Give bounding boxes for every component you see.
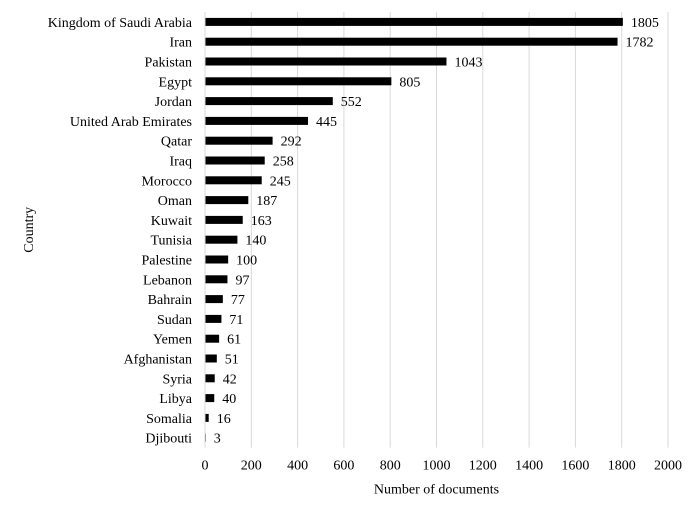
category-label: Iraq bbox=[169, 154, 192, 170]
bar bbox=[205, 335, 219, 343]
x-tick-label: 800 bbox=[379, 458, 401, 474]
bar bbox=[205, 77, 391, 85]
data-label: 187 bbox=[256, 194, 278, 210]
x-tick-label: 1000 bbox=[422, 458, 451, 474]
bar bbox=[205, 355, 217, 363]
category-label: Djibouti bbox=[145, 431, 192, 447]
bar bbox=[205, 97, 333, 105]
data-label: 245 bbox=[269, 174, 291, 190]
data-label: 71 bbox=[229, 312, 244, 328]
bar bbox=[205, 275, 227, 283]
data-label: 552 bbox=[340, 95, 362, 111]
category-label: Lebanon bbox=[143, 273, 192, 289]
bar bbox=[205, 18, 623, 26]
category-label: Bahrain bbox=[147, 293, 192, 309]
data-label: 140 bbox=[245, 233, 267, 249]
x-tick-label: 1800 bbox=[607, 458, 636, 474]
data-label: 77 bbox=[230, 293, 245, 309]
data-label: 292 bbox=[280, 134, 302, 150]
bar bbox=[205, 295, 223, 303]
category-labels bbox=[48, 16, 193, 447]
bar bbox=[205, 256, 228, 264]
category-label: United Arab Emirates bbox=[69, 114, 192, 130]
bar bbox=[205, 58, 446, 66]
data-label: 100 bbox=[236, 253, 258, 269]
category-label: Oman bbox=[157, 194, 192, 210]
bar bbox=[205, 176, 262, 184]
data-label: 805 bbox=[399, 75, 421, 91]
data-label: 3 bbox=[213, 431, 221, 447]
data-label: 42 bbox=[222, 372, 237, 388]
bar bbox=[205, 117, 308, 125]
bar bbox=[205, 236, 237, 244]
category-label: Sudan bbox=[157, 312, 192, 328]
bar bbox=[205, 394, 214, 402]
bar bbox=[205, 38, 618, 46]
category-label: Syria bbox=[162, 372, 192, 388]
data-label: 1043 bbox=[454, 55, 483, 71]
data-label: 445 bbox=[316, 114, 338, 130]
category-label: Qatar bbox=[160, 134, 192, 150]
category-label: Palestine bbox=[141, 253, 192, 269]
x-tick-label: 400 bbox=[287, 458, 309, 474]
bar bbox=[205, 196, 248, 204]
category-label: Egypt bbox=[158, 75, 192, 91]
x-tick-label: 200 bbox=[240, 458, 262, 474]
x-tick-label: 1400 bbox=[515, 458, 544, 474]
data-label: 163 bbox=[250, 213, 272, 229]
data-label: 1805 bbox=[630, 15, 659, 31]
data-label: 16 bbox=[216, 411, 231, 427]
bar bbox=[205, 414, 209, 422]
y-axis-title: Country bbox=[22, 206, 37, 253]
x-axis-title: Number of documents bbox=[373, 482, 500, 498]
x-tick-label: 1200 bbox=[468, 458, 497, 474]
category-label: Kingdom of Saudi Arabia bbox=[47, 15, 192, 31]
category-label: Somalia bbox=[146, 411, 192, 427]
category-label: Afghanistan bbox=[123, 352, 192, 368]
bar bbox=[205, 137, 273, 145]
category-label: Kuwait bbox=[150, 213, 192, 229]
data-label: 1782 bbox=[625, 35, 654, 51]
category-label: Jordan bbox=[154, 95, 192, 111]
x-tick-labels bbox=[202, 459, 683, 474]
x-tick-label: 600 bbox=[333, 458, 355, 474]
category-label: Iran bbox=[169, 35, 192, 51]
category-label: Pakistan bbox=[144, 55, 192, 71]
data-label: 40 bbox=[222, 392, 237, 408]
data-label: 61 bbox=[227, 332, 242, 348]
data-label: 51 bbox=[224, 352, 239, 368]
bar bbox=[205, 157, 265, 165]
bar bbox=[205, 315, 221, 323]
x-tick-label: 0 bbox=[201, 458, 209, 474]
data-label: 258 bbox=[272, 154, 294, 170]
data-label: 97 bbox=[235, 273, 250, 289]
category-label: Tunisia bbox=[150, 233, 192, 249]
bar bbox=[205, 374, 215, 382]
x-tick-label: 2000 bbox=[654, 458, 682, 474]
category-label: Morocco bbox=[141, 174, 192, 190]
category-label: Libya bbox=[159, 392, 192, 408]
x-tick-label: 1600 bbox=[561, 458, 590, 474]
bar bbox=[205, 216, 243, 224]
category-label: Yemen bbox=[152, 332, 192, 348]
